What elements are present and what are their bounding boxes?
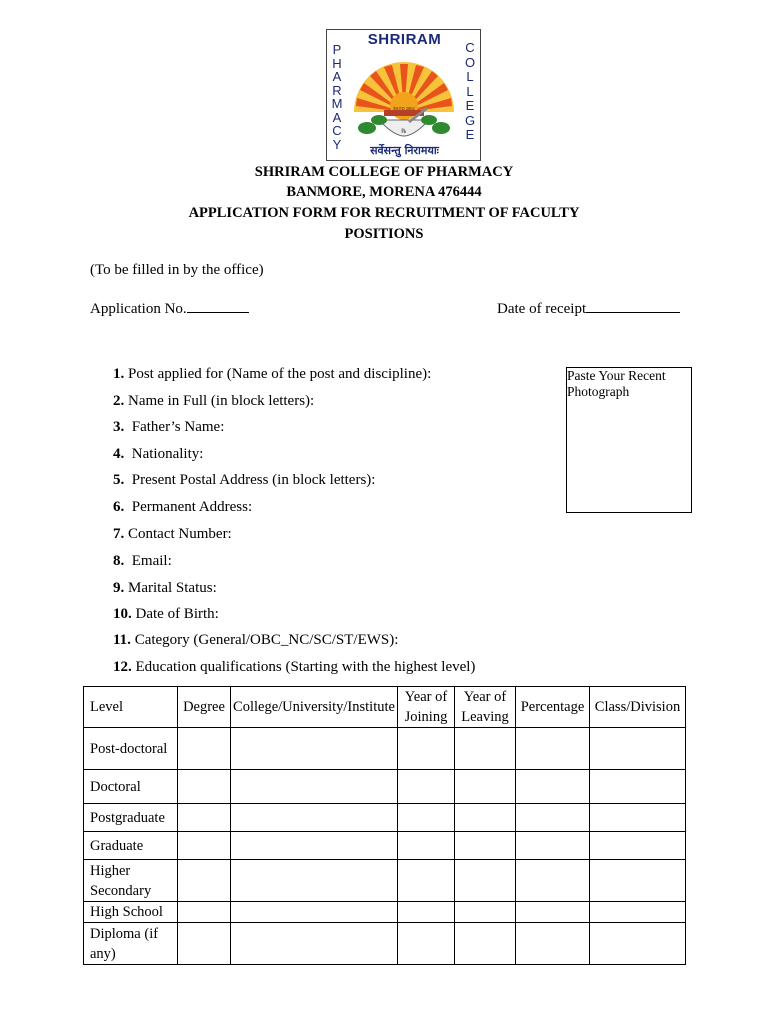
table-row — [84, 770, 686, 804]
table-cell[interactable] — [231, 728, 398, 770]
row-level-label: Postgraduate — [84, 804, 178, 832]
photo-box[interactable] — [566, 367, 692, 513]
table-cell[interactable] — [398, 923, 455, 965]
table-cell[interactable] — [231, 860, 398, 902]
header-institute: College/University/Institute — [231, 687, 398, 728]
item-category: 11. Category (General/OBC_NC/SC/ST/EWS): — [113, 632, 399, 648]
header-degree: Degree — [178, 687, 231, 728]
table-cell[interactable] — [455, 923, 516, 965]
table-cell[interactable] — [231, 832, 398, 860]
college-name: SHRIRAM COLLEGE OF PHARMACY — [254, 164, 514, 180]
table-cell[interactable] — [516, 923, 590, 965]
table-cell[interactable] — [455, 902, 516, 923]
table-row — [84, 923, 686, 965]
college-address: BANMORE, MORENA 476444 — [286, 184, 482, 200]
logo-top-text: SHRIRAM — [367, 31, 442, 48]
table-cell[interactable] — [590, 902, 686, 923]
table-cell[interactable] — [178, 770, 231, 804]
item-fathers-name: 3. Father’s Name: — [113, 419, 225, 435]
table-cell[interactable] — [455, 804, 516, 832]
header-class-division: Class/Division — [590, 687, 686, 728]
svg-text:ESTD 2002: ESTD 2002 — [393, 106, 415, 111]
application-no-label: Application No. — [90, 301, 187, 317]
table-cell[interactable] — [455, 860, 516, 902]
table-cell[interactable] — [516, 860, 590, 902]
table-cell[interactable] — [231, 923, 398, 965]
table-cell[interactable] — [178, 728, 231, 770]
item-full-name: 2. Name in Full (in block letters): — [113, 393, 315, 409]
row-level-label: Graduate — [84, 832, 178, 860]
table-cell[interactable] — [516, 902, 590, 923]
table-row — [84, 832, 686, 860]
table-cell[interactable] — [231, 770, 398, 804]
table-cell[interactable] — [231, 902, 398, 923]
table-cell[interactable] — [590, 923, 686, 965]
table-row — [84, 860, 686, 902]
item-permanent-address: 6. Permanent Address: — [113, 499, 253, 515]
row-level-label: Doctoral — [84, 770, 178, 804]
table-row — [84, 804, 686, 832]
row-level-label: Post-doctoral — [84, 728, 178, 770]
table-cell[interactable] — [516, 804, 590, 832]
date-of-receipt-label: Date of receipt — [497, 301, 587, 317]
table-cell[interactable] — [455, 728, 516, 770]
header-percentage: Percentage — [516, 687, 590, 728]
item-education: 12. Education qualifications (Starting with the highest level) — [113, 659, 476, 675]
table-cell[interactable] — [516, 728, 590, 770]
photo-box-label: Paste Your Recent Photograph — [567, 368, 666, 399]
table-cell[interactable] — [455, 832, 516, 860]
education-table — [83, 686, 686, 965]
college-logo — [326, 29, 481, 161]
item-contact-number: 7. Contact Number: — [113, 526, 232, 542]
header-level: Level — [84, 687, 178, 728]
svg-text:℞: ℞ — [401, 129, 407, 135]
table-cell[interactable] — [398, 770, 455, 804]
office-note: (To be filled in by the office) — [90, 262, 264, 278]
application-no — [90, 298, 249, 318]
table-cell[interactable] — [516, 770, 590, 804]
item-post-applied: 1. Post applied for (Name of the post and discipline): — [113, 366, 432, 382]
row-level-label: Diploma (if any) — [84, 923, 178, 965]
table-cell[interactable] — [178, 860, 231, 902]
table-cell[interactable] — [178, 804, 231, 832]
application-no-field[interactable] — [187, 298, 249, 313]
item-present-address: 5. Present Postal Address (in block letters): — [113, 472, 376, 488]
form-title-line2: POSITIONS — [344, 226, 424, 242]
table-header-row — [84, 687, 686, 728]
table-cell[interactable] — [398, 804, 455, 832]
table-cell[interactable] — [398, 832, 455, 860]
item-nationality: 4. Nationality: — [113, 446, 204, 462]
table-row — [84, 902, 686, 923]
table-cell[interactable] — [398, 728, 455, 770]
logo-right-text: C O L L E G E — [464, 40, 476, 142]
table-cell[interactable] — [590, 860, 686, 902]
table-cell[interactable] — [398, 902, 455, 923]
table-cell[interactable] — [590, 728, 686, 770]
table-cell[interactable] — [178, 902, 231, 923]
header-year-leaving: Year of Leaving — [455, 687, 516, 728]
header-year-joining: Year of Joining — [398, 687, 455, 728]
table-cell[interactable] — [455, 770, 516, 804]
row-level-label: Higher Secondary — [84, 860, 178, 902]
item-date-of-birth: 10. Date of Birth: — [113, 606, 219, 622]
date-of-receipt-field[interactable] — [586, 298, 680, 313]
table-cell[interactable] — [178, 832, 231, 860]
item-marital-status: 9. Marital Status: — [113, 580, 217, 596]
form-title-line1: APPLICATION FORM FOR RECRUITMENT OF FACULTY — [188, 205, 580, 221]
table-row — [84, 728, 686, 770]
date-of-receipt — [497, 298, 680, 318]
table-cell[interactable] — [590, 804, 686, 832]
logo-left-text: P H A R M A C Y — [331, 42, 343, 152]
table-cell[interactable] — [590, 770, 686, 804]
table-cell[interactable] — [516, 832, 590, 860]
item-email: 8. Email: — [113, 553, 172, 569]
table-cell[interactable] — [590, 832, 686, 860]
sun-emblem-icon — [349, 50, 459, 150]
table-cell[interactable] — [178, 923, 231, 965]
table-cell[interactable] — [231, 804, 398, 832]
row-level-label: High School — [84, 902, 178, 923]
table-cell[interactable] — [398, 860, 455, 902]
logo-motto: सर्वेसन्तु निरामयाः — [370, 144, 439, 157]
